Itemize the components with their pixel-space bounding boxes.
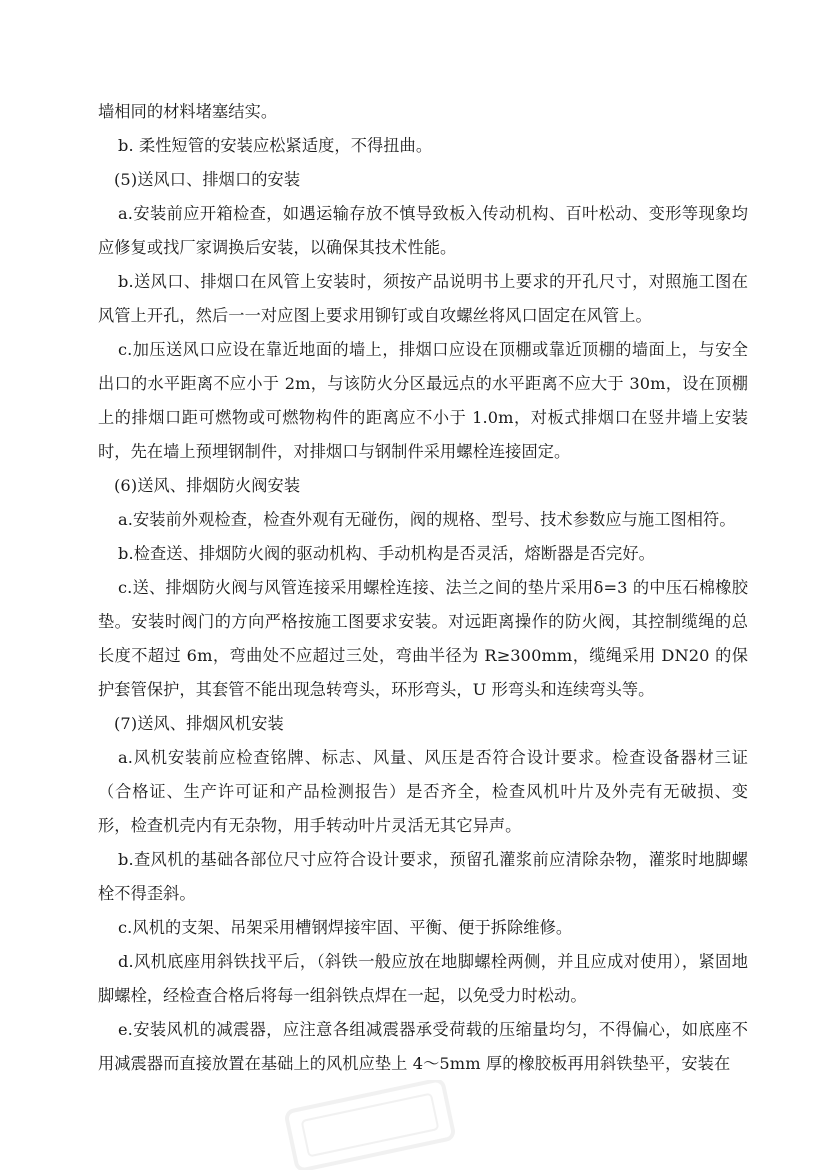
paragraph-7e: e.安装风机的减震器，应注意各组减震器承受荷载的压缩量均匀，不得偏心，如底座不用减震器而直接放置在基础上的风机应垫上 4～5mm 厚的橡胶板再用斜铁垫平，安装在 (98, 1020, 748, 1073)
paragraph-5a: a.安装前应开箱检查，如遇运输存放不慎导致板入传动机构、百叶松动、变形等现象均应修复或找厂家调换后安装，以确保其技术性能。 (98, 204, 748, 257)
watermark-stamp-icon (270, 1080, 470, 1170)
paragraph-6b: b.检查送、排烟防火阀的驱动机构、手动机构是否灵活，熔断器是否完好。 (118, 544, 655, 563)
section-heading-7: (7)送风、排烟风机安装 (114, 714, 284, 733)
section-heading-5: (5)送风口、排烟口的安装 (114, 170, 301, 189)
paragraph-flexible-duct: b. 柔性短管的安装应松紧适度，不得扭曲。 (118, 136, 433, 155)
paragraph-7b: b.查风机的基础各部位尺寸应符合设计要求，预留孔灌浆前应清除杂物，灌浆时地脚螺栓不得歪斜。 (98, 850, 748, 903)
section-heading-6: (6)送风、排烟防火阀安装 (114, 476, 301, 495)
paragraph-5c: c.加压送风口应设在靠近地面的墙上，排烟口应设在顶棚或靠近顶棚的墙面上，与安全出口的水平距离不应小于 2m，与该防火分区最远点的水平距离不应大于 30m，设在顶棚上的排烟口距可燃物或可燃物构件的距离应不小于 1.0m，对板式排烟口在竖井墙上安装时，先在墙上预埋钢制件，对排烟口与钢制件采用螺栓连接固定。 (98, 340, 748, 461)
paragraph-6c: c.送、排烟防火阀与风管连接采用螺栓连接、法兰之间的垫片采用δ=3 的中压石棉橡胶垫。安装时阀门的方向严格按施工图要求安装。对远距离操作的防火阀，其控制缆绳的总长度不超过 6m，弯曲处不应超过三处，弯曲半径为 R≥300mm，缆绳采用 DN20 的保护套管保护，其套管不能出现急转弯头，环形弯头，U 形弯头和连续弯头等。 (98, 578, 748, 699)
paragraph-7a: a.风机安装前应检查铭牌、标志、风量、风压是否符合设计要求。检查设备器材三证（合格证、生产许可证和产品检测报告）是否齐全，检查风机叶片及外壳有无破损、变形，检查机壳内有无杂物，用手转动叶片灵活无其它异声。 (98, 748, 748, 835)
paragraph-5b: b.送风口、排烟口在风管上安装时，须按产品说明书上要求的开孔尺寸，对照施工图在风管上开孔，然后一一对应图上要求用铆钉或自攻螺丝将风口固定在风管上。 (98, 272, 748, 325)
paragraph-6a: a.安装前外观检查，检查外观有无碰伤，阀的规格、型号、技术参数应与施工图相符。 (118, 510, 736, 529)
paragraph-7d: d.风机底座用斜铁找平后，（斜铁一般应放在地脚螺栓两侧，并且应成对使用），紧固地脚螺栓，经检查合格后将每一组斜铁点焊在一起，以免受力时松动。 (98, 952, 748, 1005)
document-body (98, 95, 748, 1081)
paragraph-continuation: 墙相同的材料堵塞结实。 (98, 102, 278, 121)
paragraph-7c: c.风机的支架、吊架采用槽钢焊接牢固、平衡、便于拆除维修。 (118, 918, 573, 937)
